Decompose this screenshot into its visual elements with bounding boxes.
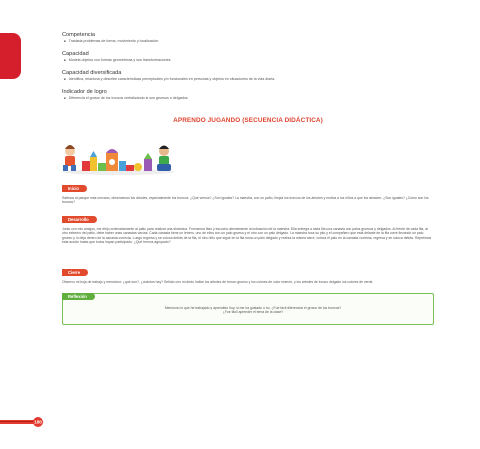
indicador-block (62, 89, 434, 101)
desarrollo-label: Desarrollo (62, 216, 97, 223)
desarrollo-text: Junto con mis amigos, me dirijo ordenadamente al patio para realizar una dinámica. Formamos filas y escucho atentamente la indicación de la maestra. Ella entrega a cada fila una canasta con palos gruesos y delgados. Al frente de cada fila, al otro extremo del patio, debe haber unas canastas vacías. Cada canasta tiene un letrero, uno de ellos con un palo grueso y el otro con un palo delgado. La maestra toca su pito y el compañero que está delante de la fila corre llevando un palo grueso y lo deja dentro de la canasta correcta. Luego regresa y se coloca detrás de la fila, el otro niño que sigue en la fila toma un palo delgado y realiza la misma carre, coloca el palo en la canasta correcta, regresa y se coloca detrás. Repetimos esta acción hasta que todos hayan participado. ¿Qué hemos agrupado? (62, 227, 432, 245)
side-tab (0, 33, 21, 79)
competencia-block (62, 32, 434, 44)
reflexion-label: Reflexión (62, 293, 95, 300)
capacidad-diversificada-heading: Capacidad diversificada (62, 70, 122, 76)
section-title: APRENDO JUGANDO (SECUENCIA DIDÁCTICA) (173, 117, 323, 124)
cierre-section (62, 261, 434, 284)
children-blocks-illustration (60, 135, 178, 175)
capacidad-block (62, 51, 434, 63)
capacidad-heading: Capacidad (62, 51, 89, 57)
reflexion-box (62, 293, 434, 325)
capacidad-diversificada-item: ■ Identifica, relaciona y describe características perceptuales y/o funcionales en personas y objetos en situaciones de la vida diaria. (62, 77, 434, 82)
inicio-label: Inicio (62, 185, 87, 192)
indicador-heading: Indicador de logro (62, 89, 107, 95)
desarrollo-section (62, 208, 434, 245)
indicador-item: ■ Diferencia el grosor de los troncos verbalizando si son gruesos o delgados. (62, 96, 434, 101)
reflexion-line-2: ¿Fue fácil aprender el tema de la clase? (222, 310, 284, 315)
page-number: 180 (34, 419, 42, 425)
inicio-text: Salimos al parque más cercano, observamos los árboles, especialmente los troncos. ¿Qué vemos? ¿Son iguales? La maestra, con un paño, limpia los troncos de los árboles y motiva a los niños a que los abracen. ¿Son iguales? ¿Cómo son los troncos? (62, 196, 429, 205)
capacidad-item: ■ Modela objetos con formas geométricas y sus transformaciones. (62, 58, 434, 63)
capacidad-diversificada-block (62, 70, 434, 82)
reflexion-text (133, 306, 373, 315)
pencil-page-number (0, 416, 80, 428)
inicio-section (62, 177, 434, 205)
competencia-item: ■ Traslada problemas de forma, movimiento y localización. (62, 39, 434, 44)
competencia-heading: Competencia (62, 32, 95, 38)
cierre-label: Cierre (62, 269, 88, 276)
reflexion-line-1: Menciono lo que he trabajado y aprendido hoy, si me ha gustado o no. ¿Fue fácil diferenciar el grosor de los troncos? (164, 306, 342, 310)
cierre-text: Observo mi hoja de trabajo y menciono: ¿qué son?, ¿cuántos hay? Señalo con mi dedo índice los árboles de tronco grueso y los colores de color marrón, y los árboles de tronco delgado los colores de verde. (62, 280, 374, 284)
